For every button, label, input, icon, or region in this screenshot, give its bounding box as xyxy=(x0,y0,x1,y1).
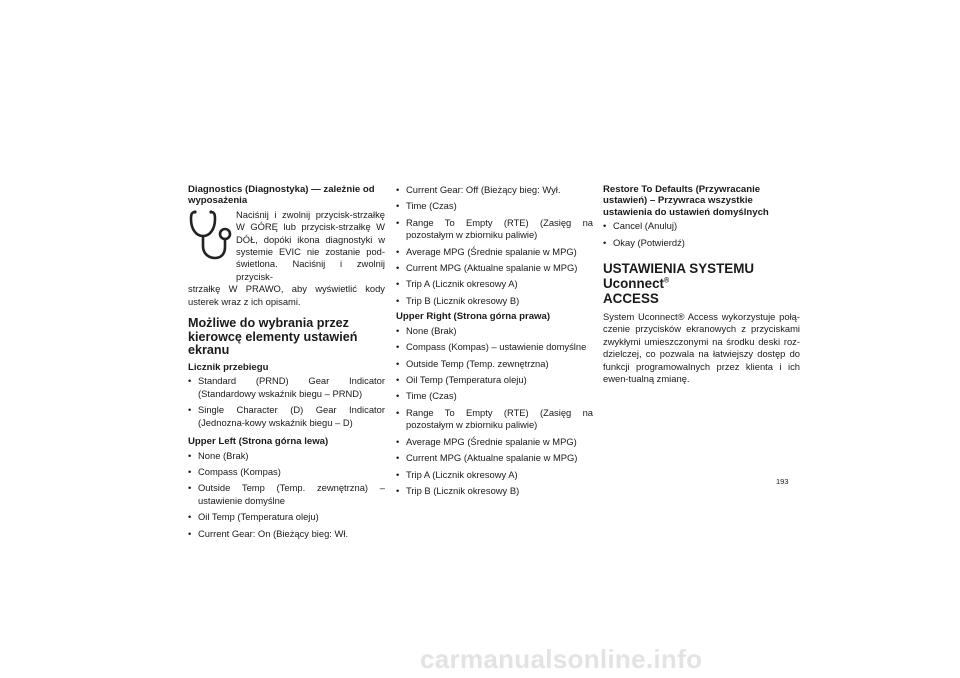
upper-right-list xyxy=(396,325,593,497)
list-item: • Range To Empty (RTE) (Zasięg na pozostałym w zbiorniku paliwie) xyxy=(396,407,593,432)
list-item: • Time (Czas) xyxy=(396,200,593,212)
uconnect-heading-text: USTAWIENIA SYSTEMU Uconnect xyxy=(603,261,755,292)
list-item: • Current Gear: Off (Bieżący bieg: Wył. xyxy=(396,184,593,196)
list-item: • Time (Czas) xyxy=(396,390,593,402)
list-item: • Trip A (Licznik okresowy A) xyxy=(396,469,593,481)
uconnect-text: System Uconnect® Access wykorzystuje połą-czenie przycisków ekranowych z przyciskami zwykłymi umieszczonymi na środku deski roz-dzielczej, co pozwala na łatwiejszy dostęp do funkcji programowalnych przez klienta i ich ewen-tualną zmianę. xyxy=(603,311,800,385)
list-item: • Cancel (Anuluj) xyxy=(603,220,800,232)
list-item: • Oil Temp (Temperatura oleju) xyxy=(188,511,385,523)
list-item: • Single Character (D) Gear Indicator (Jednozna-kowy wskaźnik biegu – D) xyxy=(188,404,385,429)
list-item: • Trip B (Licznik okresowy B) xyxy=(396,295,593,307)
upper-left-list-continued xyxy=(396,184,593,307)
diagnostics-text-wrapped: Naciśnij i zwolnij przycisk-strzałkę W GÓRĘ lub przycisk-strzałkę W DÓŁ, dopóki ikona diagnostyki w systemie EVIC nie zostanie pod-świetlona. Naciśnij i zwolnij przycisk- xyxy=(236,208,385,282)
column-middle xyxy=(396,184,593,501)
upper-left-list xyxy=(188,450,385,540)
list-item: • Trip A (Licznik okresowy A) xyxy=(396,278,593,290)
diagnostics-block xyxy=(188,209,385,283)
section-heading: Możliwe do wybrania przez kierowcę elementy ustawień ekranu xyxy=(188,316,358,358)
diagnostics-heading: Diagnostics (Diagnostyka) — zależnie od wyposażenia xyxy=(188,184,375,207)
list-item: • Average MPG (Średnie spalanie w MPG) xyxy=(396,436,593,448)
list-item: • Outside Temp (Temp. zewnętrzna) – ustawienie domyślne xyxy=(188,482,385,507)
list-item: • None (Brak) xyxy=(396,325,593,337)
column-right xyxy=(603,184,800,385)
list-item: • None (Brak) xyxy=(188,450,385,462)
diagnostics-text: strzałkę W PRAWO, aby wyświetlić kody usterek wraz z ich opisami. xyxy=(188,283,385,307)
odometer-list xyxy=(188,375,385,429)
list-item: • Trip B (Licznik okresowy B) xyxy=(396,485,593,497)
list-item: • Compass (Kompas) xyxy=(188,466,385,478)
restore-list xyxy=(603,220,800,249)
uconnect-heading-line2: ACCESS xyxy=(603,291,659,307)
upper-right-heading: Upper Right (Strona górna prawa) xyxy=(396,311,551,323)
list-item: • Oil Temp (Temperatura oleju) xyxy=(396,374,593,386)
uconnect-heading xyxy=(603,261,800,306)
odometer-heading: Licznik przebiegu xyxy=(188,361,269,373)
list-item: • Okay (Potwierdź) xyxy=(603,237,800,249)
list-item: • Average MPG (Średnie spalanie w MPG) xyxy=(396,246,593,258)
stethoscope-icon xyxy=(188,209,236,261)
list-item: • Standard (PRND) Gear Indicator (Standardowy wskaźnik biegu – PRND) xyxy=(188,375,385,400)
restore-heading: Restore To Defaults (Przywracanie ustawień) – Przywraca wszystkie ustawienia do ustawień domyślnych xyxy=(603,184,769,218)
list-item: • Current MPG (Aktualne spalanie w MPG) xyxy=(396,452,593,464)
page-number: 193 xyxy=(776,477,789,486)
list-item: • Range To Empty (RTE) (Zasięg na pozostałym w zbiorniku paliwie) xyxy=(396,217,593,242)
list-item: • Outside Temp (Temp. zewnętrzna) xyxy=(396,358,593,370)
list-item: • Current MPG (Aktualne spalanie w MPG) xyxy=(396,262,593,274)
watermark: carmanualsonline.info xyxy=(420,644,703,674)
registered-mark: ® xyxy=(664,277,670,285)
column-left xyxy=(188,184,385,544)
list-item: • Current Gear: On (Bieżący bieg: Wł. xyxy=(188,528,385,540)
upper-left-heading: Upper Left (Strona górna lewa) xyxy=(188,436,329,448)
list-item: • Compass (Kompas) – ustawienie domyślne xyxy=(396,341,593,353)
